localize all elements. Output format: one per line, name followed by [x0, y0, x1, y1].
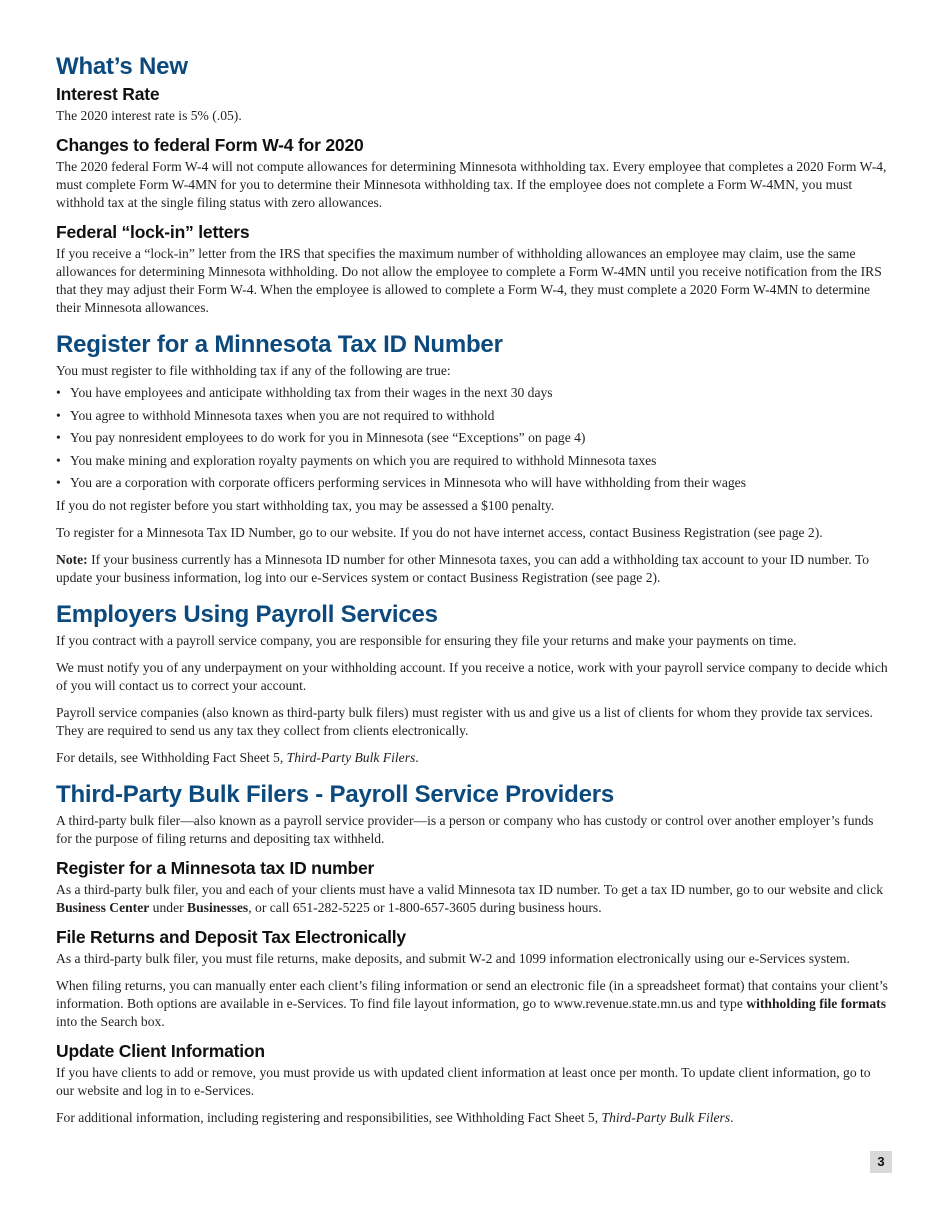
register-id-text [56, 881, 890, 917]
list-item-text: You have employees and anticipate withholding tax from their wages in the next 30 days [70, 385, 553, 400]
whats-new-title: What’s New [56, 53, 188, 80]
list-item-text: You pay nonresident employees to do work for you in Minnesota (see “Exceptions” on page 4) [70, 430, 586, 445]
w4-changes-text: The 2020 federal Form W-4 will not compute allowances for determining Minnesota withholding tax. Every employee that completes a 2020 Form W-4, must complete Form W-4MN for you to determine their Minnesota withholding tax. If the employee does not complete a Form W-4MN, you must withhold tax at the single filing status with zero allowances. [56, 159, 887, 210]
register-title: Register for a Minnesota Tax ID Number [56, 331, 503, 358]
list-item [56, 407, 890, 425]
lock-in-heading: Federal “lock-in” letters [56, 222, 250, 242]
payroll-section [56, 600, 890, 767]
search-box-text: into the Search box. [56, 1013, 165, 1029]
list-item-text: You are a corporation with corporate officers performing services in Minnesota who will have withholding from their wages [70, 475, 746, 490]
interest-rate-text: The 2020 interest rate is 5% (.05). [56, 108, 242, 123]
note-label: Note: [56, 551, 88, 567]
register-penalty: If you do not register before you start withholding tax, you may be assessed a $100 penalty. [56, 497, 555, 513]
bullet-icon: • [56, 475, 61, 490]
update-client-paragraph-1: If you have clients to add or remove, you must provide us with updated client information at least once per month. To update client information, go to our website and log in to e-Services. [56, 1064, 871, 1098]
third-party-title: Third-Party Bulk Filers - Payroll Service Providers [56, 780, 615, 808]
list-item [56, 452, 890, 470]
payroll-details-text: For details, see Withholding Fact Sheet 5, [56, 749, 287, 765]
register-id-text-1: As a third-party bulk filer, you and each of your clients must have a valid Minnesota tax ID number. To get a tax ID number, go to our website and click [56, 881, 884, 897]
update-client-paragraph-2 [56, 1109, 890, 1127]
payroll-title: Employers Using Payroll Services [56, 600, 438, 628]
list-item-text: You agree to withhold Minnesota taxes when you are not required to withhold [70, 407, 495, 423]
third-party-section [56, 780, 890, 1127]
fact-sheet-title: Third-Party Bulk Filers [286, 749, 416, 765]
register-id-text-2: under [149, 899, 188, 915]
bullet-icon: • [56, 385, 61, 400]
bullet-icon: • [56, 407, 61, 423]
register-intro: You must register to file withholding tax if any of the following are true: [56, 363, 451, 378]
list-item [56, 474, 890, 492]
businesses-label: Businesses [187, 899, 249, 915]
w4-changes-heading: Changes to federal Form W-4 for 2020 [56, 135, 364, 155]
register-id-text-3: , or call 651-282-5225 or 1-800-657-3605 during business hours. [248, 899, 602, 915]
page-content [56, 52, 890, 1136]
register-how-to: To register for a Minnesota Tax ID Number, go to our website. If you do not have internet access, contact Business Registration (see page 2). [56, 524, 823, 540]
register-note [56, 551, 890, 587]
file-returns-paragraph-2 [56, 977, 890, 1031]
file-returns-paragraph-1: As a third-party bulk filer, you must file returns, make deposits, and submit W-2 and 1099 information electronically using our e-Services system. [56, 950, 850, 966]
period: . [415, 749, 419, 765]
list-item [56, 384, 890, 402]
bullet-icon: • [56, 452, 61, 468]
lock-in-text: If you receive a “lock-in” letter from the IRS that specifies the maximum number of withholding allowances an employee may claim, use the same allowances for determining Minnesota withholding. Do not allow the employee to complete a Form W-4MN until you receive notification from the IRS that they may adjust their Form W-4. When the employee is allowed to complete a Form W-4, they must complete a 2020 Form W-4MN to determine their Minnesota allowances. [56, 246, 882, 315]
payroll-paragraph-3: Payroll service companies (also known as third-party bulk filers) must register with us and give us a list of clients for whom they provide tax services. They are required to send us any tax they collect from clients electronically. [56, 704, 873, 738]
page-number-badge: 3 [870, 1151, 892, 1173]
update-client-text: For additional information, including registering and responsibilities, see Withholding Fact Sheet 5, [56, 1109, 602, 1125]
register-bullet-list [56, 384, 890, 492]
update-client-heading: Update Client Information [56, 1040, 265, 1061]
payroll-paragraph-2: We must notify you of any underpayment on your withholding account. If you receive a notice, work with your payroll service company to decide which of you will contact us to correct your account. [56, 659, 888, 693]
period: . [730, 1109, 734, 1125]
third-party-intro: A third-party bulk filer—also known as a payroll service provider—is a person or company who has custody or control over another employer’s funds for the purpose of filing returns and depositing tax withheld. [56, 812, 874, 846]
register-section [56, 330, 890, 587]
list-item-text: You make mining and exploration royalty payments on which you are required to withhold Minnesota taxes [70, 452, 657, 468]
payroll-paragraph-1: If you contract with a payroll service company, you are responsible for ensuring they file your returns and make your payments on time. [56, 632, 797, 648]
whats-new-section [56, 52, 890, 317]
payroll-paragraph-4 [56, 749, 890, 767]
file-returns-heading: File Returns and Deposit Tax Electronically [56, 926, 406, 947]
file-returns-text: When filing returns, you can manually enter each client’s filing information or send an electronic file (in a spreadsheet format) that contains your client’s information. Both options are available in e-Services. To find file layout information, go to www.revenue.state.mn.us and type [56, 977, 888, 1011]
business-center-label: Business Center [56, 899, 150, 915]
list-item [56, 429, 890, 447]
withholding-file-formats-label: withholding file formats [746, 995, 886, 1011]
note-text: If your business currently has a Minnesota ID number for other Minnesota taxes, you can add a withholding tax account to your ID number. To update your business information, log into our e-Services system or contact Business Registration (see page 2). [56, 551, 870, 585]
register-id-heading: Register for a Minnesota tax ID number [56, 857, 375, 878]
fact-sheet-title: Third-Party Bulk Filers [601, 1109, 731, 1125]
interest-rate-heading: Interest Rate [56, 84, 160, 104]
bullet-icon: • [56, 430, 61, 445]
